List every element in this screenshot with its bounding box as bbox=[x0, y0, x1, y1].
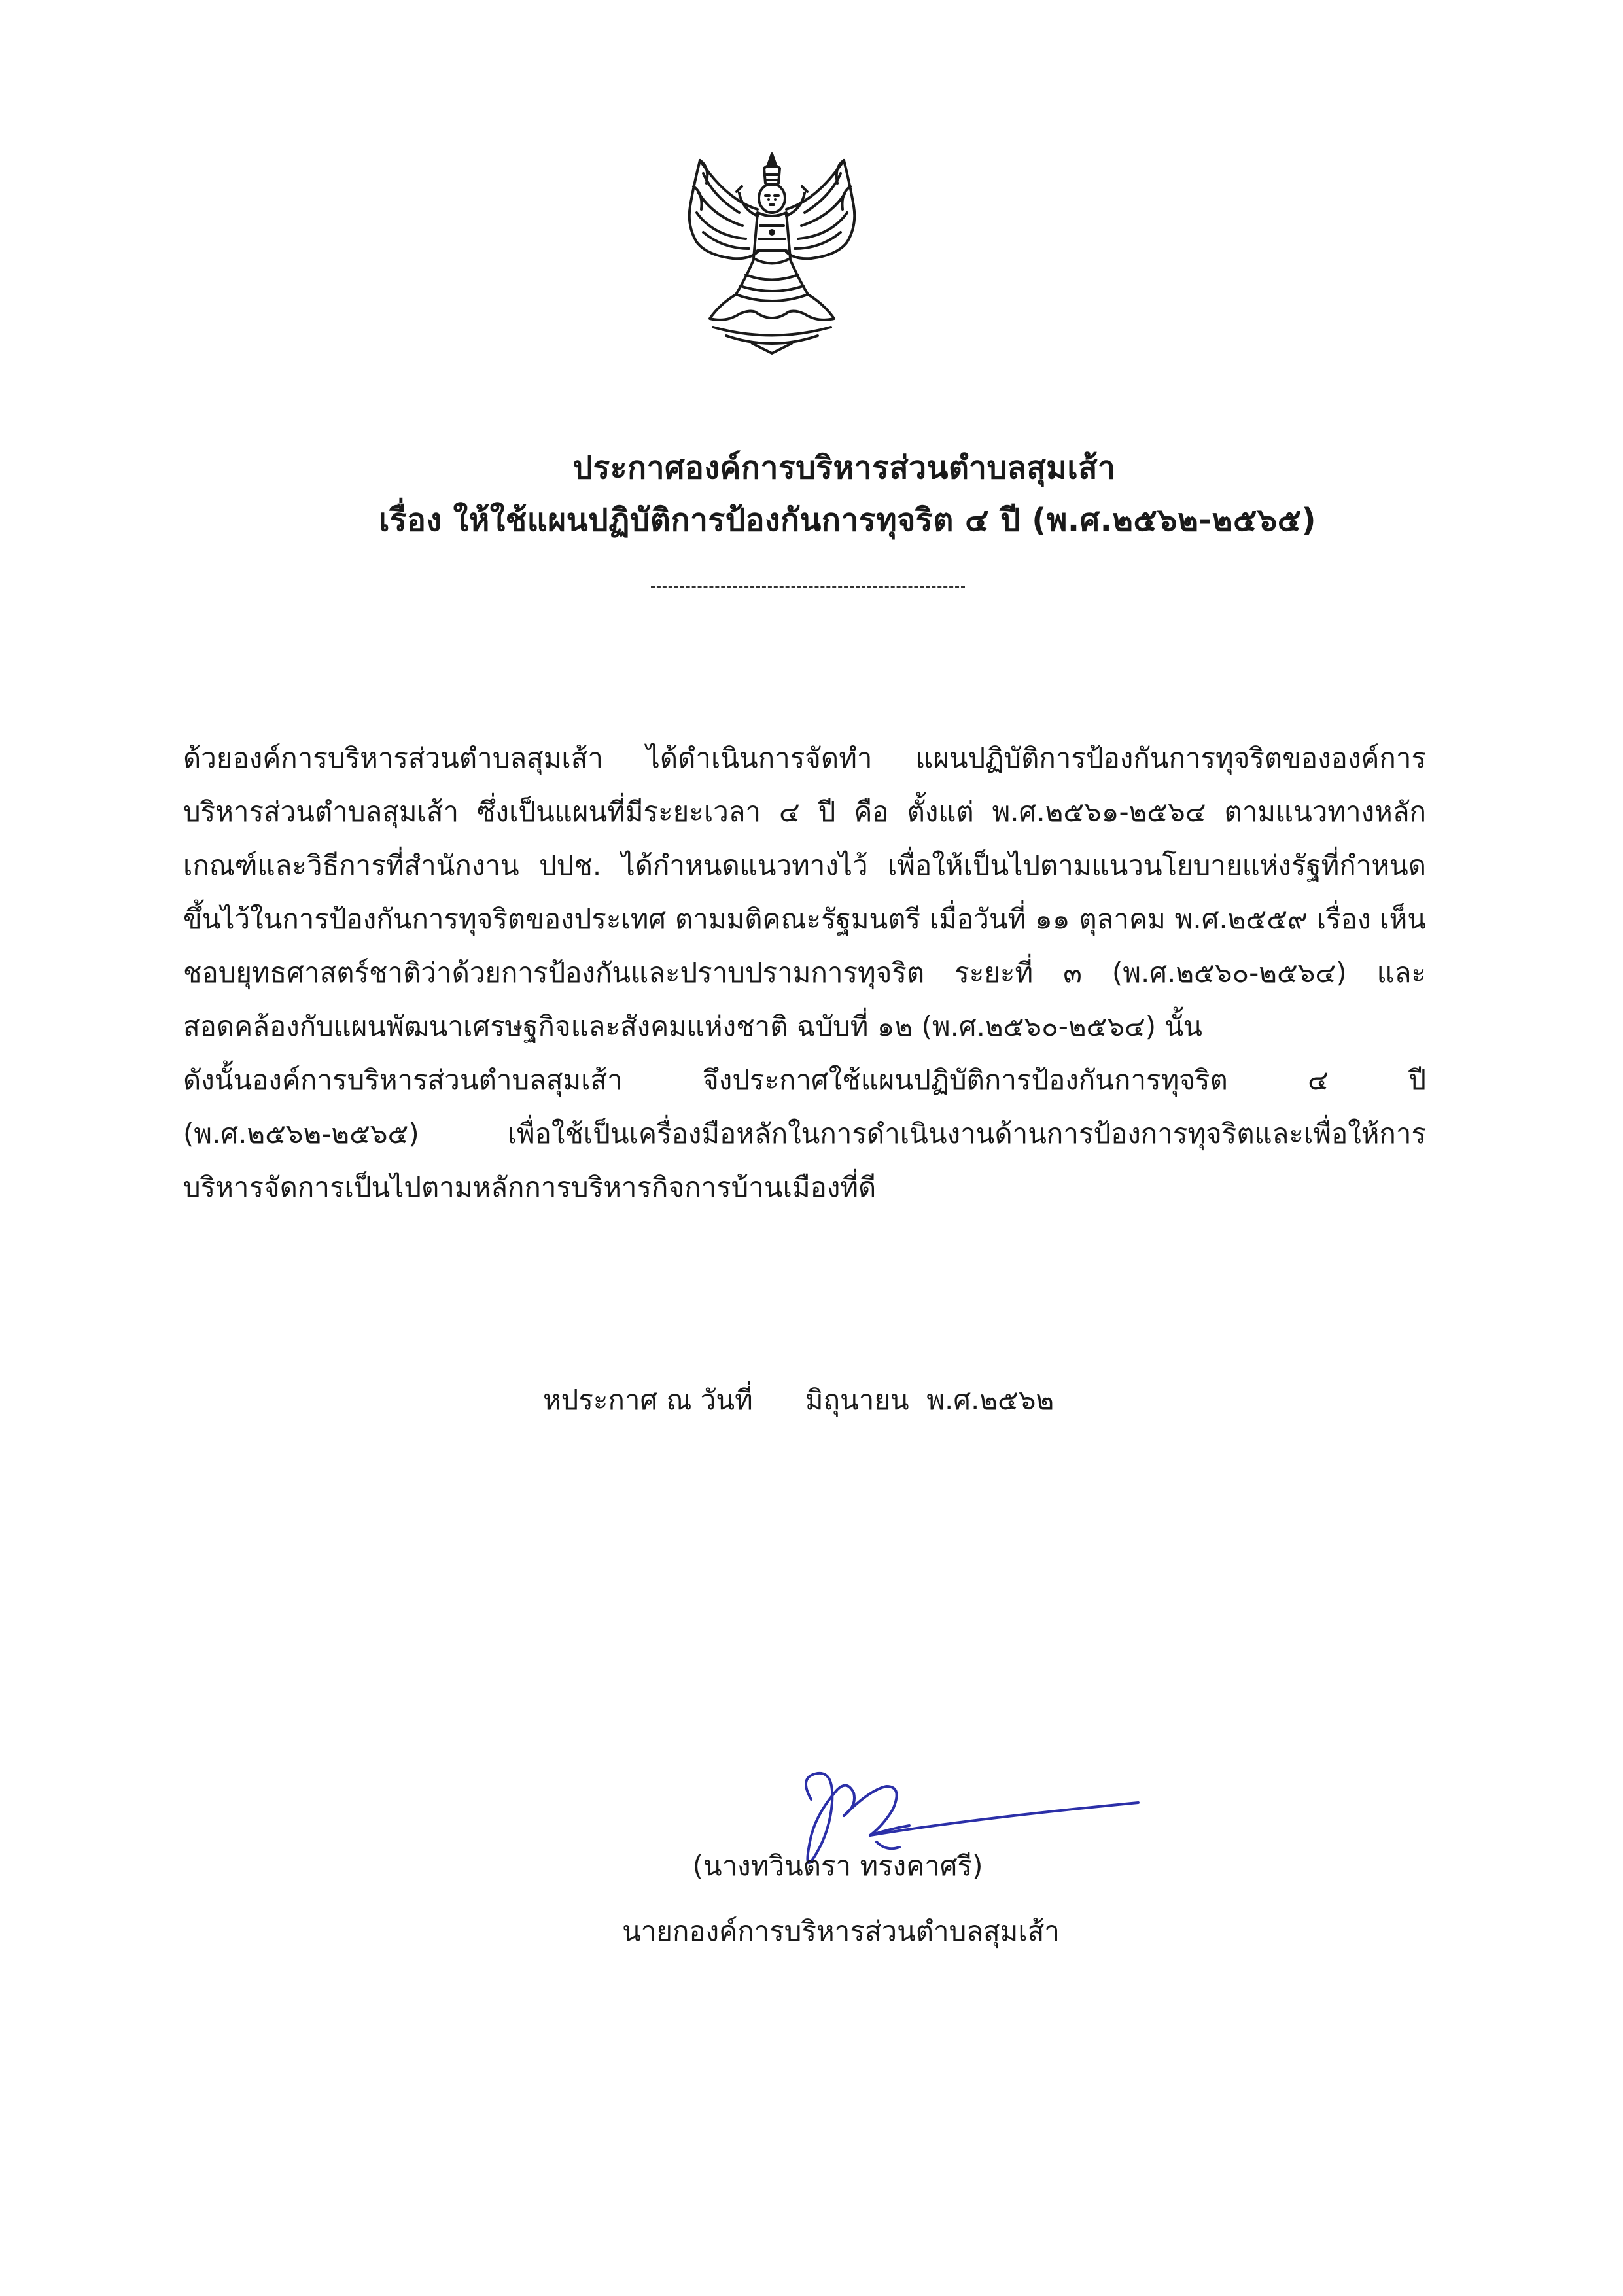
signatory-position-text: นายกองค์การบริหารส่วนตำบลสุมเส้า bbox=[622, 1915, 1060, 1947]
garuda-emblem-icon bbox=[674, 147, 870, 357]
announcement-header bbox=[0, 442, 1623, 546]
body-paragraph-1: ด้วยองค์การบริหารส่วนตำบลสุมเส้า ได้ดำเนินการจัดทำ แผนปฏิบัติการป้องกันการทุจริตขององค์การบริหารส่วนตำบลสุมเส้า ซึ่งเป็นแผนที่มีระยะเวลา ๔ ปี คือ ตั้งแต่ พ.ศ.๒๕๖๑-๒๕๖๔ ตามแนวทางหลักเกณฑ์และวิธีการที่สำนักงาน ปปช. ได้กำหนดแนวทางไว้ เพื่อให้เป็นไปตามแนวนโยบายแห่งรัฐที่กำหนดขึ้นไว้ในการป้องกันการทุจริตของประเทศ ตามมติคณะรัฐมนตรี เมื่อวันที่ ๑๑ ตุลาคม พ.ศ.๒๕๕๙ เรื่อง เห็นชอบยุทธศาสตร์ชาติว่าด้วยการป้องกันและปราบปรามการทุจริต ระยะที่ ๓ (พ.ศ.๒๕๖๐-๒๕๖๔) และ สอดคล้องกับแผนพัฒนาเศรษฐกิจและสังคมแห่งชาติ ฉบับที่ ๑๒ (พ.ศ.๒๕๖๐-๒๕๖๔) นั้น bbox=[183, 742, 1426, 1042]
signatory-name-text: (นางทวินตรา ทรงคาศรี) bbox=[692, 1850, 983, 1882]
announcement-date: หประกาศ ณ วันที่ มิถุนายน พ.ศ.๒๕๖๒ bbox=[543, 1384, 1055, 1416]
body-paragraph-2: ดังนั้นองค์การบริหารส่วนตำบลสุมเส้า จึงประกาศใช้แผนปฏิบัติการป้องกันการทุจริต ๔ ปี (พ.ศ.๒๕๖๒-๒๕๖๕) เพื่อใช้เป็นเครื่องมือหลักในการดำเนินงานด้านการป้องการทุจริตและเพื่อให้การบริหารจัดการเป็นไปตามหลักการบริหารกิจการบ้านเมืองที่ดี bbox=[183, 1064, 1426, 1203]
announcement-subject: เรื่อง ให้ใช้แผนปฏิบัติการป้องกันการทุจริต ๔ ปี (พ.ศ.๒๕๖๒-๒๕๖๕) bbox=[378, 502, 1317, 539]
announcement-title: ประกาศองค์การบริหารส่วนตำบลสุมเส้า bbox=[572, 450, 1116, 486]
title-divider bbox=[651, 586, 965, 588]
announcement-body bbox=[183, 732, 1426, 1214]
signatory-position bbox=[0, 1905, 1623, 1958]
signatory-name bbox=[0, 1840, 1623, 1892]
